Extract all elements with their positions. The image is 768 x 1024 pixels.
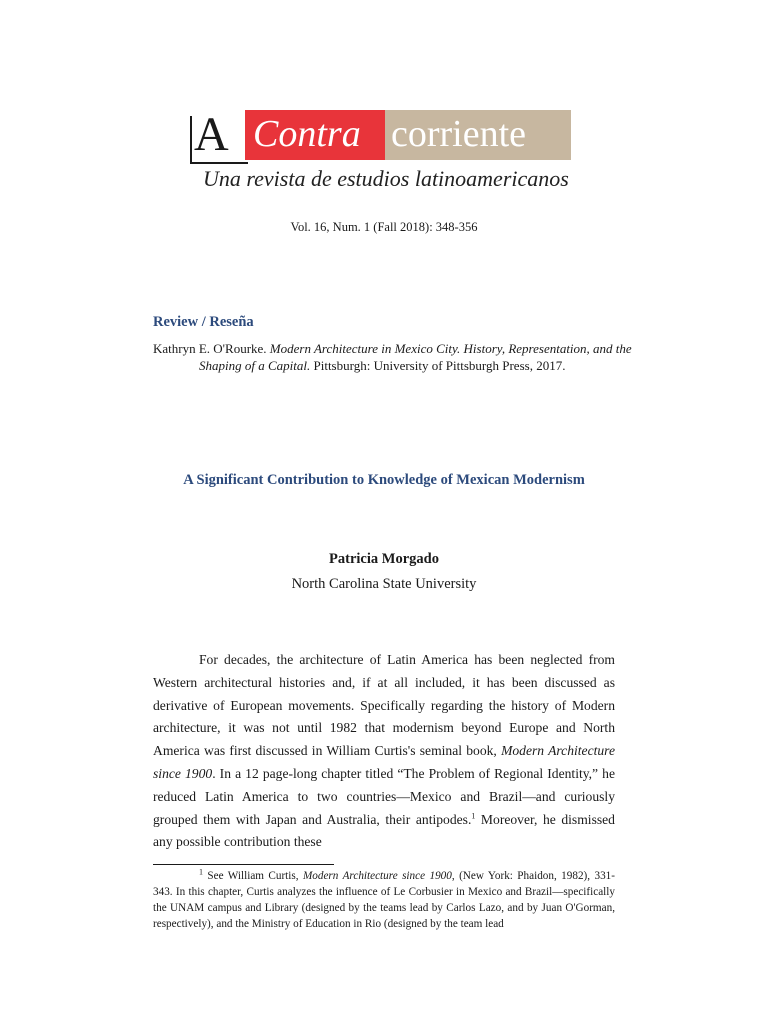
logo-red-block xyxy=(245,110,385,160)
footnote-number: 1 xyxy=(199,867,203,877)
body-text-c: Moreover, he dismissed any possible contribution these xyxy=(153,811,615,850)
footnote-ref[interactable]: 1 xyxy=(471,811,476,821)
logo-letter: A xyxy=(194,108,229,161)
citation-title: Modern Architecture in Mexico City. History, Representation, and the Shaping of a Capital. xyxy=(199,341,632,373)
issue-line: Vol. 16, Num. 1 (Fall 2018): 348-356 xyxy=(290,220,478,234)
body-book-title: Modern Architecture since 1900 xyxy=(153,743,616,781)
citation-publisher: Pittsburgh: University of Pittsburgh Press, 2017. xyxy=(310,358,566,373)
logo-tan-block xyxy=(385,110,571,160)
logo-horizontal-rule xyxy=(190,162,248,164)
review-label: Review / Reseña xyxy=(153,314,254,330)
footnote-divider xyxy=(153,864,334,865)
body-text-a: For decades, the architecture of Latin America has been neglected from Western architectural histories and, if at all included, it has been discussed as derivative of European movements. Specifically regarding the history of Modern architecture, it was not until 1982 that modernism beyond Europe and North America was first discussed in William Curtis's seminal book, xyxy=(153,652,615,759)
body-text-b: . In a 12 page-long chapter titled “The Problem of Regional Identity,” he reduced Latin America to two countries—Mexico and Brazil—and curiously grouped them with Japan and Australia, their antipodes. xyxy=(153,765,615,827)
footnote-text-a: See William Curtis, xyxy=(203,870,303,882)
logo-word-contra: Contra xyxy=(253,113,361,155)
journal-subtitle: Una revista de estudios latinoamericanos xyxy=(203,166,569,191)
body-paragraph xyxy=(153,649,615,854)
footnote xyxy=(153,868,615,932)
author-name: Patricia Morgado xyxy=(329,551,439,567)
footnote-text-b: , (New York: Phaidon, 1982), 331-343. In this chapter, Curtis analyzes the influence of Le Corbusier in Mexico and Brazil—specifically the UNAM campus and Library (designed by the teams lead by Carlos Lazo, and by Juan O'Gorman, respectively), and the Ministry of Education in Rio (designed by the team lead xyxy=(153,870,615,930)
article-title: A Significant Contribution to Knowledge of Mexican Modernism xyxy=(183,472,585,488)
book-citation xyxy=(153,340,659,374)
author-affiliation: North Carolina State University xyxy=(291,576,477,592)
logo-vertical-rule xyxy=(190,116,192,164)
journal-logo xyxy=(190,108,572,164)
citation-author: Kathryn E. O'Rourke. xyxy=(153,341,270,356)
logo-word-corriente: corriente xyxy=(391,113,527,155)
footnote-book-title: Modern Architecture since 1900 xyxy=(302,870,452,882)
